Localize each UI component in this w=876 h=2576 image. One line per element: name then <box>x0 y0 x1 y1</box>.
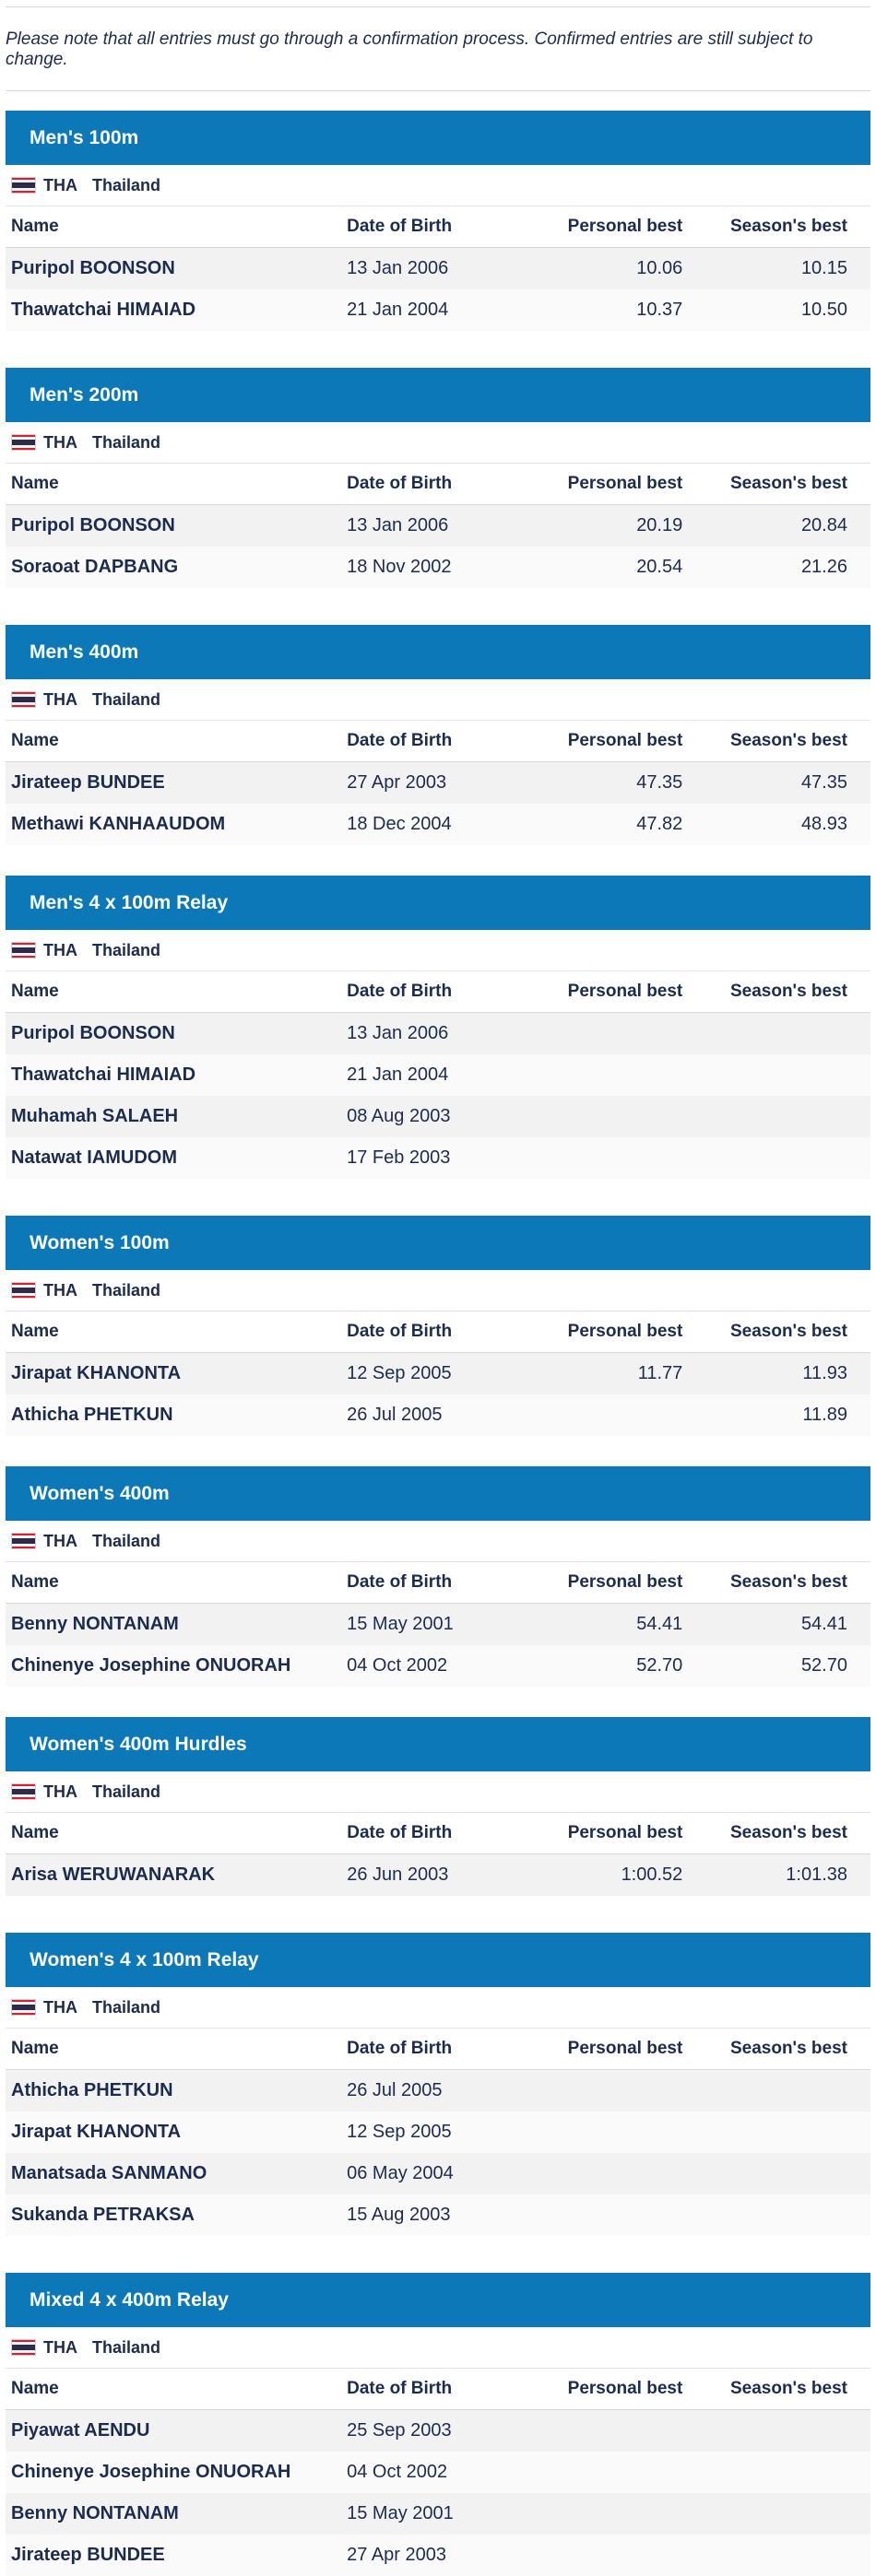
country-name: Thailand <box>92 940 161 959</box>
thailand-flag-icon <box>11 434 36 451</box>
athlete-dob: 26 Jul 2005 <box>341 2070 534 2112</box>
personal-best: 47.35 <box>535 762 691 805</box>
season-best: 54.41 <box>690 1604 870 1646</box>
season-best <box>690 2153 870 2194</box>
season-best <box>690 2111 870 2153</box>
column-header-sb: Season's best <box>690 464 870 505</box>
season-best <box>690 1054 870 1096</box>
athlete-row <box>6 2070 870 2112</box>
athlete-name[interactable]: Athicha PHETKUN <box>6 2070 341 2112</box>
season-best: 47.35 <box>690 762 870 805</box>
athlete-dob: 04 Oct 2002 <box>341 1645 534 1687</box>
athlete-name[interactable]: Puripol BOONSON <box>6 1013 341 1055</box>
column-header-pb: Personal best <box>535 2029 691 2070</box>
season-best: 52.70 <box>690 1645 870 1687</box>
column-header-sb: Season's best <box>690 2029 870 2070</box>
column-header-dob: Date of Birth <box>341 464 534 505</box>
column-header-pb: Personal best <box>535 1562 691 1604</box>
personal-best: 20.54 <box>535 547 691 588</box>
personal-best: 10.06 <box>535 248 691 290</box>
event-title: Men's 4 x 100m Relay <box>6 876 870 930</box>
athlete-dob: 21 Jan 2004 <box>341 289 534 331</box>
column-header-dob: Date of Birth <box>341 721 534 762</box>
athlete-dob: 18 Dec 2004 <box>341 804 534 845</box>
column-header-dob: Date of Birth <box>341 2029 534 2070</box>
athlete-dob: 26 Jul 2005 <box>341 1394 534 1436</box>
thailand-flag-icon <box>11 691 36 708</box>
column-header-pb: Personal best <box>535 1312 691 1353</box>
athlete-dob: 25 Sep 2003 <box>341 2410 534 2452</box>
country-name: Thailand <box>92 1280 161 1300</box>
table-header-row <box>6 464 870 505</box>
thailand-flag-icon <box>11 1999 36 2016</box>
athlete-row <box>6 2535 870 2576</box>
athlete-row <box>6 1353 870 1395</box>
athlete-name[interactable]: Thawatchai HIMAIAD <box>6 1054 341 1096</box>
athlete-row <box>6 1394 870 1436</box>
athlete-name[interactable]: Benny NONTANAM <box>6 2493 341 2535</box>
athlete-dob: 12 Sep 2005 <box>341 1353 534 1395</box>
country-name: Thailand <box>92 1782 161 1801</box>
event-section <box>6 1933 870 2236</box>
table-header-row <box>6 721 870 762</box>
athlete-name[interactable]: Athicha PHETKUN <box>6 1394 341 1436</box>
season-best <box>690 1013 870 1055</box>
personal-best <box>535 1054 691 1096</box>
personal-best <box>535 2194 691 2236</box>
entries-table <box>6 1312 870 1436</box>
column-header-sb: Season's best <box>690 206 870 248</box>
event-section <box>6 368 870 588</box>
column-header-dob: Date of Birth <box>341 2369 534 2410</box>
athlete-row <box>6 1854 870 1897</box>
thailand-flag-icon <box>11 1783 36 1800</box>
column-header-dob: Date of Birth <box>341 1813 534 1854</box>
country-code: THA <box>43 1997 77 2017</box>
table-header-row <box>6 1813 870 1854</box>
thailand-flag-icon <box>11 1282 36 1299</box>
athlete-name[interactable]: Muhamah SALAEH <box>6 1096 341 1137</box>
column-header-name: Name <box>6 2029 341 2070</box>
athlete-name[interactable]: Soraoat DAPBANG <box>6 547 341 588</box>
country-row <box>6 1521 870 1562</box>
athlete-row <box>6 804 870 845</box>
athlete-row <box>6 1013 870 1055</box>
event-section <box>6 1466 870 1687</box>
column-header-sb: Season's best <box>690 1312 870 1353</box>
column-header-pb: Personal best <box>535 721 691 762</box>
country-row <box>6 679 870 721</box>
athlete-dob: 12 Sep 2005 <box>341 2111 534 2153</box>
country-code: THA <box>43 175 77 194</box>
table-header-row <box>6 206 870 248</box>
table-header-row <box>6 971 870 1013</box>
season-best <box>690 2410 870 2452</box>
athlete-dob: 13 Jan 2006 <box>341 1013 534 1055</box>
athlete-name[interactable]: Sukanda PETRAKSA <box>6 2194 341 2236</box>
season-best: 48.93 <box>690 804 870 845</box>
athlete-name[interactable]: Chinenye Josephine ONUORAH <box>6 2452 341 2493</box>
country-code: THA <box>43 689 77 709</box>
column-header-name: Name <box>6 464 341 505</box>
country-row <box>6 1771 870 1813</box>
athlete-row <box>6 2111 870 2153</box>
country-code: THA <box>43 940 77 959</box>
athlete-dob: 08 Aug 2003 <box>341 1096 534 1137</box>
country-row <box>6 165 870 206</box>
personal-best: 10.37 <box>535 289 691 331</box>
event-title: Mixed 4 x 400m Relay <box>6 2273 870 2327</box>
country-name: Thailand <box>92 432 161 452</box>
event-section <box>6 1216 870 1436</box>
country-code: THA <box>43 1531 77 1550</box>
event-section <box>6 625 870 845</box>
personal-best <box>535 2452 691 2493</box>
athlete-row <box>6 1137 870 1179</box>
athlete-row <box>6 2452 870 2493</box>
entries-table <box>6 2369 870 2576</box>
column-header-name: Name <box>6 721 341 762</box>
season-best: 11.89 <box>690 1394 870 1436</box>
country-name: Thailand <box>92 175 161 194</box>
athlete-dob: 15 May 2001 <box>341 2493 534 2535</box>
column-header-dob: Date of Birth <box>341 971 534 1013</box>
athlete-row <box>6 1096 870 1137</box>
column-header-name: Name <box>6 1813 341 1854</box>
athlete-dob: 04 Oct 2002 <box>341 2452 534 2493</box>
athlete-name[interactable]: Benny NONTANAM <box>6 1604 341 1646</box>
column-header-pb: Personal best <box>535 206 691 248</box>
season-best <box>690 2452 870 2493</box>
country-code: THA <box>43 432 77 452</box>
event-title: Women's 400m <box>6 1466 870 1521</box>
column-header-dob: Date of Birth <box>341 1312 534 1353</box>
athlete-row <box>6 2153 870 2194</box>
athlete-name[interactable]: Methawi KANHAAUDOM <box>6 804 341 845</box>
table-header-row <box>6 1562 870 1604</box>
country-row <box>6 1987 870 2029</box>
season-best <box>690 2070 870 2112</box>
confirmation-note: Please note that all entries must go through a confirmation process. Confirmed entries are still subject to change. <box>6 7 870 91</box>
personal-best <box>535 1394 691 1436</box>
athlete-dob: 13 Jan 2006 <box>341 248 534 290</box>
athlete-row <box>6 2194 870 2236</box>
athlete-name[interactable]: Jirateep BUNDEE <box>6 2535 341 2576</box>
country-row <box>6 422 870 464</box>
athlete-row <box>6 547 870 588</box>
event-title: Women's 400m Hurdles <box>6 1717 870 1771</box>
personal-best <box>535 2410 691 2452</box>
entries-table <box>6 721 870 845</box>
event-title: Men's 100m <box>6 111 870 165</box>
season-best <box>690 2194 870 2236</box>
season-best: 10.50 <box>690 289 870 331</box>
personal-best: 47.82 <box>535 804 691 845</box>
table-header-row <box>6 1312 870 1353</box>
season-best: 10.15 <box>690 248 870 290</box>
athlete-dob: 21 Jan 2004 <box>341 1054 534 1096</box>
athlete-dob: 15 May 2001 <box>341 1604 534 1646</box>
column-header-pb: Personal best <box>535 971 691 1013</box>
athlete-row <box>6 289 870 331</box>
thailand-flag-icon <box>11 2339 36 2356</box>
entries-table <box>6 2029 870 2236</box>
athlete-name[interactable]: Jirapat KHANONTA <box>6 2111 341 2153</box>
season-best <box>690 2493 870 2535</box>
personal-best: 20.19 <box>535 505 691 547</box>
personal-best <box>535 1096 691 1137</box>
personal-best: 54.41 <box>535 1604 691 1646</box>
country-row <box>6 2327 870 2369</box>
personal-best: 11.77 <box>535 1353 691 1395</box>
personal-best <box>535 2493 691 2535</box>
event-title: Women's 100m <box>6 1216 870 1270</box>
athlete-row <box>6 762 870 805</box>
athlete-name[interactable]: Manatsada SANMANO <box>6 2153 341 2194</box>
country-name: Thailand <box>92 2337 161 2357</box>
personal-best <box>535 2070 691 2112</box>
athlete-name[interactable]: Jirapat KHANONTA <box>6 1353 341 1395</box>
athlete-dob: 17 Feb 2003 <box>341 1137 534 1179</box>
personal-best <box>535 1137 691 1179</box>
entries-table <box>6 1562 870 1687</box>
athlete-dob: 26 Jun 2003 <box>341 1854 534 1897</box>
athlete-row <box>6 505 870 547</box>
top-divider <box>6 0 870 7</box>
table-header-row <box>6 2369 870 2410</box>
country-row <box>6 1270 870 1312</box>
event-section <box>6 876 870 1179</box>
personal-best: 52.70 <box>535 1645 691 1687</box>
column-header-pb: Personal best <box>535 1813 691 1854</box>
athlete-dob: 15 Aug 2003 <box>341 2194 534 2236</box>
column-header-pb: Personal best <box>535 2369 691 2410</box>
country-name: Thailand <box>92 1997 161 2017</box>
column-header-dob: Date of Birth <box>341 206 534 248</box>
athlete-row <box>6 2493 870 2535</box>
athlete-name[interactable]: Puripol BOONSON <box>6 505 341 547</box>
entries-table <box>6 1813 870 1896</box>
athlete-dob: 18 Nov 2002 <box>341 547 534 588</box>
column-header-sb: Season's best <box>690 2369 870 2410</box>
athlete-name[interactable]: Chinenye Josephine ONUORAH <box>6 1645 341 1687</box>
athlete-dob: 13 Jan 2006 <box>341 505 534 547</box>
country-row <box>6 930 870 971</box>
season-best: 1:01.38 <box>690 1854 870 1897</box>
event-title: Women's 4 x 100m Relay <box>6 1933 870 1987</box>
thailand-flag-icon <box>11 942 36 959</box>
athlete-name[interactable]: Puripol BOONSON <box>6 248 341 290</box>
season-best <box>690 1137 870 1179</box>
event-section <box>6 111 870 331</box>
entries-table <box>6 971 870 1179</box>
entries-table <box>6 206 870 331</box>
country-code: THA <box>43 2337 77 2357</box>
column-header-name: Name <box>6 1312 341 1353</box>
entries-table <box>6 464 870 588</box>
column-header-dob: Date of Birth <box>341 1562 534 1604</box>
event-title: Men's 400m <box>6 625 870 679</box>
athlete-name[interactable]: Arisa WERUWANARAK <box>6 1854 341 1897</box>
thailand-flag-icon <box>11 177 36 194</box>
athlete-row <box>6 2410 870 2452</box>
athlete-name[interactable]: Jirateep BUNDEE <box>6 762 341 805</box>
column-header-name: Name <box>6 971 341 1013</box>
country-code: THA <box>43 1280 77 1300</box>
personal-best <box>535 2153 691 2194</box>
personal-best <box>535 2535 691 2576</box>
athlete-row <box>6 1054 870 1096</box>
column-header-sb: Season's best <box>690 1562 870 1604</box>
country-code: THA <box>43 1782 77 1801</box>
column-header-name: Name <box>6 2369 341 2410</box>
column-header-sb: Season's best <box>690 721 870 762</box>
column-header-name: Name <box>6 206 341 248</box>
country-name: Thailand <box>92 689 161 709</box>
athlete-row <box>6 1645 870 1687</box>
table-header-row <box>6 2029 870 2070</box>
season-best: 21.26 <box>690 547 870 588</box>
season-best <box>690 1096 870 1137</box>
column-header-name: Name <box>6 1562 341 1604</box>
personal-best <box>535 2111 691 2153</box>
personal-best <box>535 1013 691 1055</box>
athlete-row <box>6 248 870 290</box>
events-list <box>0 111 876 2576</box>
event-title: Men's 200m <box>6 368 870 422</box>
country-name: Thailand <box>92 1531 161 1550</box>
thailand-flag-icon <box>11 1533 36 1549</box>
column-header-sb: Season's best <box>690 1813 870 1854</box>
column-header-sb: Season's best <box>690 971 870 1013</box>
season-best: 20.84 <box>690 505 870 547</box>
personal-best: 1:00.52 <box>535 1854 691 1897</box>
event-section <box>6 1717 870 1896</box>
athlete-dob: 27 Apr 2003 <box>341 2535 534 2576</box>
season-best: 11.93 <box>690 1353 870 1395</box>
athlete-row <box>6 1604 870 1646</box>
athlete-name[interactable]: Thawatchai HIMAIAD <box>6 289 341 331</box>
athlete-dob: 27 Apr 2003 <box>341 762 534 805</box>
athlete-dob: 06 May 2004 <box>341 2153 534 2194</box>
season-best <box>690 2535 870 2576</box>
athlete-name[interactable]: Piyawat AENDU <box>6 2410 341 2452</box>
column-header-pb: Personal best <box>535 464 691 505</box>
athlete-name[interactable]: Natawat IAMUDOM <box>6 1137 341 1179</box>
